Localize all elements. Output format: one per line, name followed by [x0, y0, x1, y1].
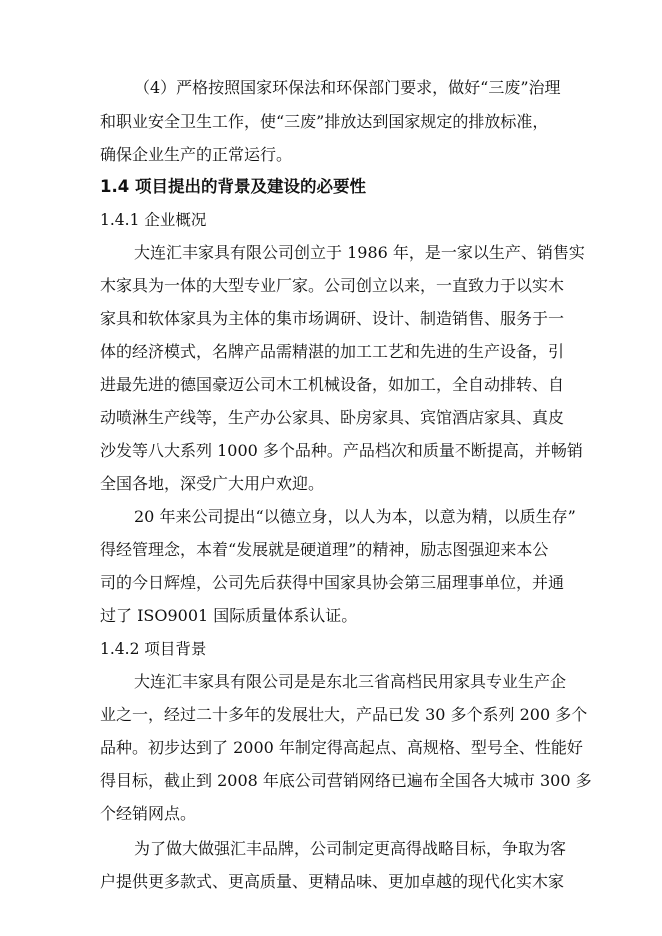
subsection-heading-project-background: 1.4.2 项目背景 — [100, 640, 207, 658]
paragraph-line: 体的经济模式，名牌产品需精湛的加工工艺和先进的生产设备，引 — [100, 342, 565, 361]
paragraph-line: 木家具为一体的大型专业厂家。公司创立以来，一直致力于以实木 — [100, 276, 565, 295]
paragraph-line: 得经管理念，本着“发展就是硬道理”的精神，励志图强迎来本公 — [100, 540, 549, 559]
paragraph-line: 业之一，经过二十多年的发展壮大，产品已发 30 多个系列 200 多个 — [100, 705, 588, 724]
paragraph-line: （4）严格按照国家环保法和环保部门要求，做好“三废”治理 — [134, 78, 561, 97]
paragraph-line: 户提供更多款式、更高质量、更精品味、更加卓越的现代化实木家 — [100, 872, 565, 891]
paragraph-line: 为了做大做强汇丰品牌，公司制定更高得战略目标，争取为客 — [134, 839, 567, 858]
paragraph-line: 确保企业生产的正常运行。 — [100, 145, 293, 164]
subsection-heading-company-overview: 1.4.1 企业概况 — [100, 211, 207, 229]
paragraph-line: 20 年来公司提出“以德立身，以人为本，以意为精，以质生存” — [134, 507, 576, 526]
paragraph-line: 个经销网点。 — [100, 804, 197, 823]
paragraph-line: 家具和软体家具为主体的集市场调研、设计、制造销售、服务于一 — [100, 309, 565, 328]
paragraph-line: 全国各地，深受广大用户欢迎。 — [100, 474, 325, 493]
section-heading: 1.4 项目提出的背景及建设的必要性 — [100, 177, 366, 196]
paragraph-line: 动喷淋生产线等，生产办公家具、卧房家具、宾馆酒店家具、真皮 — [100, 408, 565, 427]
paragraph-line: 司的今日辉煌，公司先后获得中国家具协会第三届理事单位，并通 — [100, 573, 565, 592]
paragraph-line: 和职业安全卫生工作，使“三废”排放达到国家规定的排放标准， — [100, 112, 549, 131]
paragraph-line: 大连汇丰家具有限公司创立于 1986 年，是一家以生产、销售实 — [134, 243, 585, 262]
paragraph-line: 沙发等八大系列 1000 多个品种。产品档次和质量不断提高，并畅销 — [100, 441, 583, 460]
paragraph-line: 品种。初步达到了 2000 年制定得高起点、高规格、型号全、性能好 — [100, 738, 583, 757]
paragraph-line: 过了 ISO9001 国际质量体系认证。 — [100, 606, 358, 625]
paragraph-line: 进最先进的德国豪迈公司木工机械设备，如加工，全自动排转、自 — [100, 375, 565, 394]
paragraph-line: 大连汇丰家具有限公司是是东北三省高档民用家具专业生产企 — [134, 672, 567, 691]
paragraph-line: 得目标，截止到 2008 年底公司营销网络已遍布全国各大城市 300 多 — [100, 771, 592, 790]
